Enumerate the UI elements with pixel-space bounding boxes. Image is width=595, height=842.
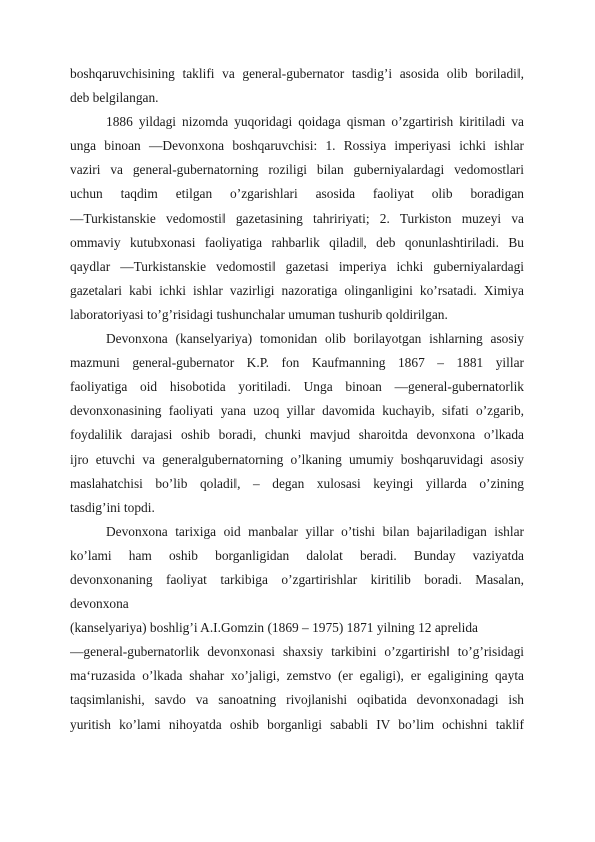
text-line: laboratoriyasi to’g’risidagi tushunchalar umuman tushurib qoldirilgan. — [70, 306, 448, 322]
text-line: tasdig’ini topdi. — [70, 499, 155, 515]
text-line: mazmuni general-gubernator K.P. fon Kaufmanning 1867 – 1881 yillar — [70, 355, 524, 371]
text-line: uchun taqdim etilgan o’zgarishlari asosida faoliyat olib boradigan — [70, 186, 524, 202]
text-line: gazetalari kabi ichki ishlar vazirligi nazoratiga olinganligini ko’rsatadi. Ximiya — [70, 282, 524, 298]
text-line: maslahatchisi bo’lib qoladi‖, – degan xulosasi keyingi yillarda o’zining — [70, 475, 524, 491]
text-line: ommaviy kutubxonasi faoliyatiga rahbarlik qiladi‖, deb qonunlashtiriladi. Bu — [70, 234, 524, 250]
text-line: ko’lami ham oshib borganligidan dalolat beradi. Bunday vaziyatda — [70, 547, 524, 563]
text-line: taqsimlanishi, savdo va sanoatning rivojlanishi oqibatida devonxonadagi ish — [70, 692, 524, 708]
text-line: vaziri va general-gubernatorning roziligi bilan guberniyalardagi vedomostlari — [70, 162, 524, 178]
text-line: Devonxona tarixiga oid manbalar yillar o’tishi bilan bajariladigan ishlar — [106, 523, 524, 539]
text-line: qaydlar ―Turkistanskie vedomosti‖ gazetasi imperiya ichki guberniyalardagi — [70, 258, 524, 274]
text-line: deb belgilangan. — [70, 90, 159, 106]
text-line: devonxonaning faoliyat tarkibiga o’zgartirishlar kiritilib boradi. Masalan, — [70, 571, 524, 587]
text-line: devonxonasining faoliyati yana uzoq yillar davomida kuchayib, sifati o’zgarib, — [70, 403, 524, 419]
text-line: ijro etuvchi va generalgubernatorning o’lkaning umumiy boshqaruvidagi asosiy — [70, 451, 524, 467]
text-line: (kanselyariya) boshlig’i A.I.Gomzin (1869 – 1975) 1871 yilning 12 aprelida — [70, 620, 478, 636]
text-line: ma‘ruzasida o’lkada shahar xo’jaligi, zemstvo (er egaligi), er egaligining qayta — [70, 668, 524, 684]
text-line: boshqaruvchisining taklifi va general-gubernator tasdig’i asosida olib boriladi‖, — [70, 66, 524, 81]
text-line: faoliyatiga oid hisobotida yoritiladi. Unga binoan ―general-gubernatorlik — [70, 379, 524, 395]
text-line: foydalilik darajasi oshib boradi, chunki mavjud sharoitda devonxona o’lkada — [70, 427, 524, 443]
text-line: yuritish ko’lami nihoyatda oshib borganligi sababli IV bo’lim ochishni taklif — [70, 716, 524, 732]
text-line: ―Turkistanskie vedomosti‖ gazetasining tahririyati; 2. Turkiston muzeyi va — [70, 210, 524, 226]
document-page — [70, 62, 524, 737]
text-line: unga binoan ―Devonxona boshqaruvchisi: 1. Rossiya imperiyasi ichki ishlar — [70, 138, 524, 154]
text-line: Devonxona (kanselyariya) tomonidan olib borilayotgan ishlarning asosiy — [106, 331, 524, 347]
text-line: 1886 yildagi nizomda yuqoridagi qoidaga qisman o’zgartirish kiritiladi va — [106, 114, 524, 130]
text-line: devonxona — [70, 596, 129, 612]
text-line: ―general-gubernatorlik devonxonasi shaxsiy tarkibini o’zgartirish‖ to’g’risidagi — [70, 644, 524, 660]
